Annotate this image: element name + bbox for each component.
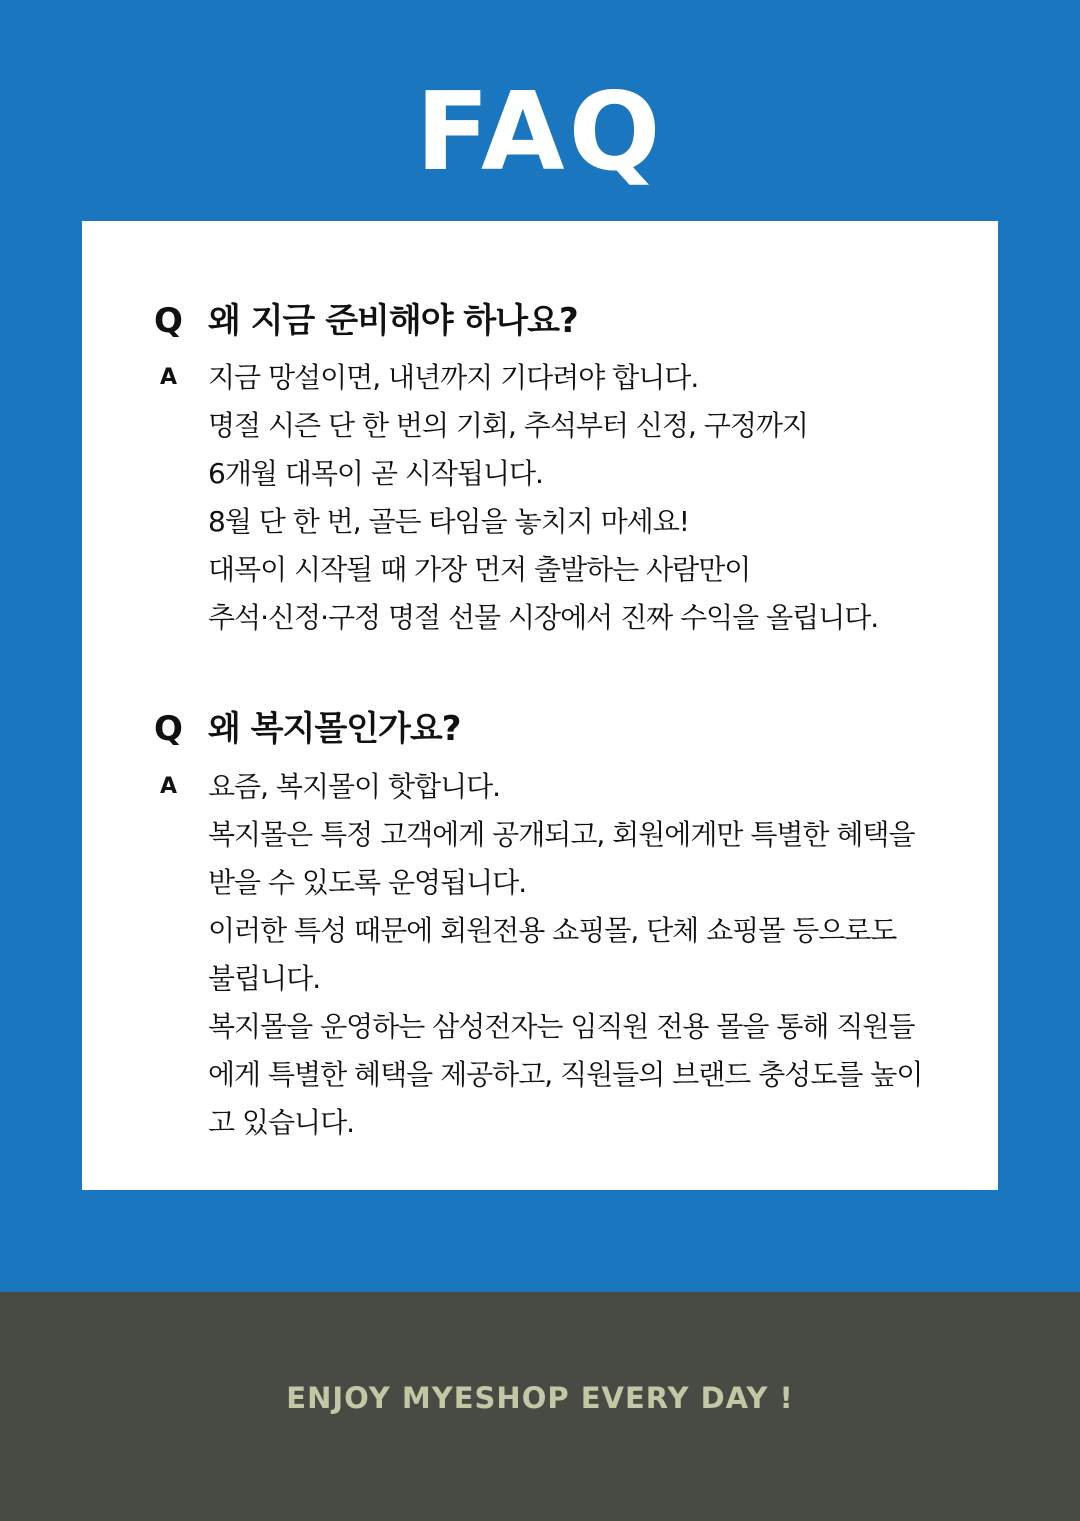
answer-line: 추석·신정·구정 명절 선물 시장에서 진짜 수익을 올립니다. [208, 601, 879, 634]
footer-section [0, 1292, 1080, 1521]
question-marker: Q [154, 301, 183, 341]
answer-line: 대목이 시작될 때 가장 먼저 출발하는 사람만이 [208, 553, 751, 586]
answer-line: 8월 단 한 번, 골든 타임을 놓치지 마세요! [208, 505, 689, 538]
answer-line: 6개월 대목이 곧 시작됩니다. [208, 457, 543, 490]
faq-card [82, 221, 998, 1190]
footer-tagline: ENJOY MYESHOP EVERY DAY ! [286, 1381, 794, 1415]
question-marker: Q [154, 709, 183, 749]
page-title: FAQ [415, 70, 665, 195]
answer-line: 복지몰을 운영하는 삼성전자는 임직원 전용 몰을 통해 직원들 [208, 1010, 915, 1043]
question-text: 왜 지금 준비해야 하나요? [208, 301, 578, 341]
answer-line: 고 있습니다. [208, 1106, 355, 1139]
answer-line: 불립니다. [208, 962, 321, 995]
answer-line: 에게 특별한 혜택을 제공하고, 직원들의 브랜드 충성도를 높이 [208, 1058, 923, 1091]
answer-line: 지금 망설이면, 내년까지 기다려야 합니다. [208, 361, 699, 394]
answer-line: 이러한 특성 때문에 회원전용 쇼핑몰, 단체 쇼핑몰 등으로도 [208, 914, 897, 947]
answer-text [208, 354, 948, 642]
answer-line: 요즘, 복지몰이 핫합니다. [208, 770, 501, 803]
answer-text [208, 763, 948, 1147]
question-text: 왜 복지몰인가요? [208, 709, 461, 749]
answer-marker: A [160, 774, 178, 799]
answer-line: 명절 시즌 단 한 번의 기회, 추석부터 신정, 구정까지 [208, 409, 808, 442]
answer-line: 받을 수 있도록 운영됩니다. [208, 866, 527, 899]
answer-line: 복지몰은 특정 고객에게 공개되고, 회원에게만 특별한 혜택을 [208, 818, 915, 851]
answer-marker: A [160, 365, 178, 390]
